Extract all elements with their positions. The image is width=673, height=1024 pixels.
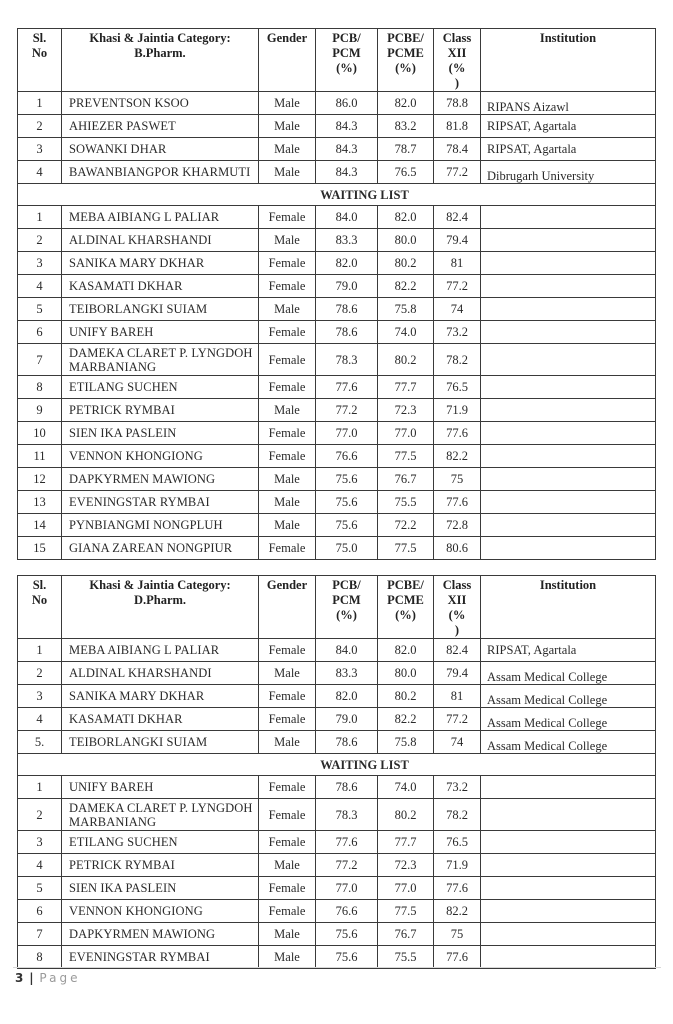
gender-cell: Female (259, 252, 316, 275)
institution-cell (481, 799, 656, 831)
pcb-score-cell: 75.6 (316, 491, 378, 514)
gender-cell: Male (259, 854, 316, 877)
candidate-name-cell: ALDINAL KHARSHANDI (62, 229, 259, 252)
pcbe-score-cell: 82.0 (378, 639, 434, 662)
dpharm-waiting-rows (18, 776, 656, 969)
gender-cell: Female (259, 275, 316, 298)
gender-cell: Female (259, 321, 316, 344)
pcb-score-cell: 75.0 (316, 537, 378, 560)
serial-number-cell: 6 (18, 321, 62, 344)
class-xii-score-cell: 77.2 (434, 161, 481, 184)
dpharm-table (17, 575, 656, 969)
pcbe-score-cell: 80.2 (378, 252, 434, 275)
institution-cell (481, 298, 656, 321)
gender-cell: Female (259, 877, 316, 900)
gender-cell: Female (259, 799, 316, 831)
pcb-score-cell: 78.3 (316, 344, 378, 376)
serial-number-cell: 2 (18, 662, 62, 685)
candidate-name-cell: VENNON KHONGIONG (62, 445, 259, 468)
serial-number-cell: 5 (18, 877, 62, 900)
pcb-score-cell: 78.6 (316, 321, 378, 344)
candidate-name-cell: DAMEKA CLARET P. LYNGDOH MARBANIANG (62, 344, 259, 376)
class-xii-score-cell: 78.8 (434, 92, 481, 115)
pcbe-score-cell: 77.5 (378, 537, 434, 560)
institution-cell (481, 275, 656, 298)
pcb-score-cell: 77.0 (316, 422, 378, 445)
pcb-score-cell: 77.0 (316, 877, 378, 900)
candidate-name-cell: PETRICK RYMBAI (62, 399, 259, 422)
candidate-name-cell: TEIBORLANGKI SUIAM (62, 298, 259, 321)
institution-cell: RIPSAT, Agartala (481, 639, 656, 662)
pcbe-score-cell: 77.5 (378, 900, 434, 923)
class-xii-score-cell: 78.2 (434, 799, 481, 831)
pcbe-score-cell: 82.0 (378, 206, 434, 229)
candidate-name-cell: EVENINGSTAR RYMBAI (62, 491, 259, 514)
selected-candidate-row (18, 639, 656, 662)
gender-cell: Male (259, 946, 316, 969)
pcbe-score-cell: 76.5 (378, 161, 434, 184)
pcb-score-cell: 83.3 (316, 662, 378, 685)
waiting-candidate-row (18, 468, 656, 491)
pcbe-score-cell: 82.2 (378, 708, 434, 731)
waiting-candidate-row (18, 776, 656, 799)
serial-number-cell: 5. (18, 731, 62, 754)
class-xii-score-cell: 77.2 (434, 275, 481, 298)
gender-cell: Female (259, 537, 316, 560)
pcbe-score-cell: 75.5 (378, 491, 434, 514)
candidate-name-cell: KASAMATI DKHAR (62, 708, 259, 731)
class-xii-score-cell: 82.4 (434, 206, 481, 229)
pcb-score-cell: 75.6 (316, 468, 378, 491)
selected-candidate-row (18, 708, 656, 731)
candidate-name-cell: DAPKYRMEN MAWIONG (62, 923, 259, 946)
waiting-list-row (18, 184, 656, 206)
institution-cell (481, 831, 656, 854)
serial-number-cell: 2 (18, 229, 62, 252)
serial-number-cell: 4 (18, 161, 62, 184)
waiting-candidate-row (18, 298, 656, 321)
pcbe-score-cell: 74.0 (378, 321, 434, 344)
class-xii-score-cell: 71.9 (434, 399, 481, 422)
col-header-category: Khasi & Jaintia Category: D.Pharm. (62, 576, 259, 639)
pcb-score-cell: 84.3 (316, 138, 378, 161)
pcb-score-cell: 75.6 (316, 514, 378, 537)
waiting-candidate-row (18, 537, 656, 560)
class-xii-score-cell: 78.2 (434, 344, 481, 376)
candidate-name-cell: PYNBIANGMI NONGPLUH (62, 514, 259, 537)
gender-cell: Male (259, 514, 316, 537)
waiting-candidate-row (18, 206, 656, 229)
pcbe-score-cell: 83.2 (378, 115, 434, 138)
waiting-list-row (18, 754, 656, 776)
institution-cell (481, 206, 656, 229)
pcbe-score-cell: 78.7 (378, 138, 434, 161)
candidate-name-cell: AHIEZER PASWET (62, 115, 259, 138)
candidate-name-cell: TEIBORLANGKI SUIAM (62, 731, 259, 754)
pcbe-score-cell: 80.2 (378, 799, 434, 831)
institution-cell: Assam Medical College (481, 708, 656, 731)
pcb-score-cell: 77.2 (316, 399, 378, 422)
class-xii-score-cell: 81.8 (434, 115, 481, 138)
pcbe-score-cell: 72.3 (378, 399, 434, 422)
class-xii-score-cell: 74 (434, 298, 481, 321)
gender-cell: Male (259, 731, 316, 754)
institution-cell: Assam Medical College (481, 731, 656, 754)
serial-number-cell: 10 (18, 422, 62, 445)
col-header-pcb: PCB/ PCM (%) (316, 29, 378, 92)
waiting-candidate-row (18, 399, 656, 422)
class-xii-score-cell: 72.8 (434, 514, 481, 537)
footer-divider (13, 967, 661, 968)
pcb-score-cell: 76.6 (316, 445, 378, 468)
pcb-score-cell: 84.3 (316, 161, 378, 184)
waiting-candidate-row (18, 376, 656, 399)
class-xii-score-cell: 75 (434, 923, 481, 946)
waiting-candidate-row (18, 344, 656, 376)
selected-candidate-row (18, 161, 656, 184)
serial-number-cell: 3 (18, 831, 62, 854)
waiting-candidate-row (18, 321, 656, 344)
pcb-score-cell: 83.3 (316, 229, 378, 252)
serial-number-cell: 1 (18, 206, 62, 229)
gender-cell: Male (259, 923, 316, 946)
page-label: Page (39, 971, 81, 985)
institution-cell (481, 537, 656, 560)
gender-cell: Male (259, 399, 316, 422)
col-header-category: Khasi & Jaintia Category: B.Pharm. (62, 29, 259, 92)
class-xii-score-cell: 75 (434, 468, 481, 491)
institution-cell: RIPSAT, Agartala (481, 115, 656, 138)
col-header-gender: Gender (259, 576, 316, 639)
col-header-xii: Class XII (% ) (434, 576, 481, 639)
col-header-institution: Institution (481, 576, 656, 639)
serial-number-cell: 12 (18, 468, 62, 491)
gender-cell: Female (259, 344, 316, 376)
serial-number-cell: 11 (18, 445, 62, 468)
table-header-row (18, 576, 656, 639)
institution-cell (481, 776, 656, 799)
selected-candidate-row (18, 115, 656, 138)
candidate-name-cell: GIANA ZAREAN NONGPIUR (62, 537, 259, 560)
pcb-score-cell: 84.0 (316, 206, 378, 229)
pcbe-score-cell: 74.0 (378, 776, 434, 799)
pcbe-score-cell: 75.8 (378, 298, 434, 321)
col-header-pcb: PCB/ PCM (%) (316, 576, 378, 639)
class-xii-score-cell: 79.4 (434, 662, 481, 685)
gender-cell: Male (259, 298, 316, 321)
col-header-pcbe: PCBE/ PCME (%) (378, 29, 434, 92)
col-header-institution: Institution (481, 29, 656, 92)
pcb-score-cell: 82.0 (316, 685, 378, 708)
class-xii-score-cell: 79.4 (434, 229, 481, 252)
selected-candidate-row (18, 662, 656, 685)
class-xii-score-cell: 77.6 (434, 422, 481, 445)
serial-number-cell: 1 (18, 776, 62, 799)
gender-cell: Female (259, 422, 316, 445)
serial-number-cell: 6 (18, 900, 62, 923)
gender-cell: Female (259, 376, 316, 399)
class-xii-score-cell: 77.6 (434, 946, 481, 969)
page-separator: | (29, 971, 34, 985)
gender-cell: Female (259, 639, 316, 662)
waiting-candidate-row (18, 275, 656, 298)
institution-cell (481, 252, 656, 275)
institution-cell (481, 468, 656, 491)
candidate-name-cell: PREVENTSON KSOO (62, 92, 259, 115)
institution-cell (481, 900, 656, 923)
candidate-name-cell: SIEN IKA PASLEIN (62, 422, 259, 445)
candidate-name-cell: MEBA AIBIANG L PALIAR (62, 639, 259, 662)
pcb-score-cell: 84.0 (316, 639, 378, 662)
gender-cell: Male (259, 662, 316, 685)
candidate-name-cell: ETILANG SUCHEN (62, 831, 259, 854)
serial-number-cell: 3 (18, 138, 62, 161)
pcbe-score-cell: 77.5 (378, 445, 434, 468)
serial-number-cell: 9 (18, 399, 62, 422)
gender-cell: Female (259, 900, 316, 923)
class-xii-score-cell: 77.6 (434, 877, 481, 900)
candidate-name-cell: PETRICK RYMBAI (62, 854, 259, 877)
pcbe-score-cell: 82.2 (378, 275, 434, 298)
col-header-xii: Class XII (% ) (434, 29, 481, 92)
institution-cell (481, 229, 656, 252)
pcbe-score-cell: 77.7 (378, 831, 434, 854)
waiting-candidate-row (18, 831, 656, 854)
institution-cell (481, 344, 656, 376)
serial-number-cell: 3 (18, 252, 62, 275)
class-xii-score-cell: 74 (434, 731, 481, 754)
gender-cell: Male (259, 138, 316, 161)
bpharm-table (17, 28, 656, 560)
pcb-score-cell: 77.6 (316, 831, 378, 854)
gender-cell: Male (259, 491, 316, 514)
institution-cell (481, 854, 656, 877)
waiting-list-label: WAITING LIST (18, 754, 656, 776)
waiting-candidate-row (18, 514, 656, 537)
bpharm-selected-rows (18, 92, 656, 184)
candidate-name-cell: ALDINAL KHARSHANDI (62, 662, 259, 685)
bpharm-waiting-rows (18, 206, 656, 560)
institution-cell (481, 491, 656, 514)
pcb-score-cell: 78.3 (316, 799, 378, 831)
waiting-candidate-row (18, 900, 656, 923)
serial-number-cell: 4 (18, 854, 62, 877)
institution-cell (481, 514, 656, 537)
institution-cell (481, 376, 656, 399)
waiting-candidate-row (18, 252, 656, 275)
serial-number-cell: 2 (18, 799, 62, 831)
pcbe-score-cell: 80.0 (378, 229, 434, 252)
gender-cell: Female (259, 776, 316, 799)
class-xii-score-cell: 71.9 (434, 854, 481, 877)
class-xii-score-cell: 73.2 (434, 776, 481, 799)
pcbe-score-cell: 75.5 (378, 946, 434, 969)
class-xii-score-cell: 80.6 (434, 537, 481, 560)
pcb-score-cell: 82.0 (316, 252, 378, 275)
gender-cell: Female (259, 708, 316, 731)
gender-cell: Female (259, 206, 316, 229)
waiting-candidate-row (18, 946, 656, 969)
pcbe-score-cell: 72.3 (378, 854, 434, 877)
candidate-name-cell: SIEN IKA PASLEIN (62, 877, 259, 900)
col-header-sl: Sl. No (18, 29, 62, 92)
pcb-score-cell: 75.6 (316, 946, 378, 969)
gender-cell: Male (259, 229, 316, 252)
class-xii-score-cell: 78.4 (434, 138, 481, 161)
serial-number-cell: 5 (18, 298, 62, 321)
class-xii-score-cell: 77.2 (434, 708, 481, 731)
class-xii-score-cell: 77.6 (434, 491, 481, 514)
serial-number-cell: 7 (18, 344, 62, 376)
serial-number-cell: 8 (18, 376, 62, 399)
institution-cell (481, 399, 656, 422)
candidate-name-cell: VENNON KHONGIONG (62, 900, 259, 923)
pcb-score-cell: 78.6 (316, 776, 378, 799)
waiting-candidate-row (18, 229, 656, 252)
pcbe-score-cell: 72.2 (378, 514, 434, 537)
dpharm-selected-rows (18, 639, 656, 754)
page-footer (15, 971, 80, 985)
gender-cell: Female (259, 445, 316, 468)
waiting-candidate-row (18, 854, 656, 877)
class-xii-score-cell: 76.5 (434, 376, 481, 399)
institution-cell (481, 422, 656, 445)
selected-candidate-row (18, 92, 656, 115)
candidate-name-cell: DAMEKA CLARET P. LYNGDOH MARBANIANG (62, 799, 259, 831)
waiting-candidate-row (18, 445, 656, 468)
serial-number-cell: 15 (18, 537, 62, 560)
pcb-score-cell: 76.6 (316, 900, 378, 923)
candidate-name-cell: UNIFY BAREH (62, 776, 259, 799)
pcbe-score-cell: 77.7 (378, 376, 434, 399)
serial-number-cell: 7 (18, 923, 62, 946)
institution-cell (481, 321, 656, 344)
institution-cell: Assam Medical College (481, 662, 656, 685)
pcbe-score-cell: 76.7 (378, 923, 434, 946)
selected-candidate-row (18, 731, 656, 754)
pcb-score-cell: 84.3 (316, 115, 378, 138)
gender-cell: Female (259, 685, 316, 708)
waiting-candidate-row (18, 491, 656, 514)
candidate-name-cell: DAPKYRMEN MAWIONG (62, 468, 259, 491)
serial-number-cell: 14 (18, 514, 62, 537)
pcbe-score-cell: 76.7 (378, 468, 434, 491)
institution-cell: Assam Medical College (481, 685, 656, 708)
institution-cell (481, 445, 656, 468)
col-header-gender: Gender (259, 29, 316, 92)
col-header-sl: Sl. No (18, 576, 62, 639)
institution-cell: RIPANS Aizawl (481, 92, 656, 115)
pcb-score-cell: 78.6 (316, 731, 378, 754)
class-xii-score-cell: 81 (434, 685, 481, 708)
pcb-score-cell: 77.6 (316, 376, 378, 399)
pcbe-score-cell: 82.0 (378, 92, 434, 115)
class-xii-score-cell: 73.2 (434, 321, 481, 344)
pcbe-score-cell: 80.0 (378, 662, 434, 685)
pcbe-score-cell: 80.2 (378, 685, 434, 708)
candidate-name-cell: KASAMATI DKHAR (62, 275, 259, 298)
waiting-candidate-row (18, 422, 656, 445)
pcb-score-cell: 78.6 (316, 298, 378, 321)
gender-cell: Female (259, 831, 316, 854)
serial-number-cell: 2 (18, 115, 62, 138)
waiting-candidate-row (18, 923, 656, 946)
candidate-name-cell: SANIKA MARY DKHAR (62, 252, 259, 275)
candidate-name-cell: ETILANG SUCHEN (62, 376, 259, 399)
candidate-name-cell: EVENINGSTAR RYMBAI (62, 946, 259, 969)
serial-number-cell: 1 (18, 92, 62, 115)
serial-number-cell: 3 (18, 685, 62, 708)
serial-number-cell: 4 (18, 708, 62, 731)
candidate-name-cell: SANIKA MARY DKHAR (62, 685, 259, 708)
gender-cell: Male (259, 92, 316, 115)
pcb-score-cell: 79.0 (316, 708, 378, 731)
pcbe-score-cell: 77.0 (378, 877, 434, 900)
pcb-score-cell: 86.0 (316, 92, 378, 115)
pcb-score-cell: 79.0 (316, 275, 378, 298)
waiting-candidate-row (18, 799, 656, 831)
institution-cell (481, 923, 656, 946)
class-xii-score-cell: 82.2 (434, 900, 481, 923)
pcb-score-cell: 77.2 (316, 854, 378, 877)
serial-number-cell: 13 (18, 491, 62, 514)
candidate-name-cell: BAWANBIANGPOR KHARMUTI (62, 161, 259, 184)
waiting-list-label: WAITING LIST (18, 184, 656, 206)
institution-cell (481, 946, 656, 969)
page-number: 3 (15, 971, 24, 985)
gender-cell: Male (259, 115, 316, 138)
pcbe-score-cell: 80.2 (378, 344, 434, 376)
table-header-row (18, 29, 656, 92)
pcbe-score-cell: 75.8 (378, 731, 434, 754)
selected-candidate-row (18, 685, 656, 708)
class-xii-score-cell: 82.4 (434, 639, 481, 662)
class-xii-score-cell: 76.5 (434, 831, 481, 854)
institution-cell: Dibrugarh University (481, 161, 656, 184)
institution-cell (481, 877, 656, 900)
serial-number-cell: 4 (18, 275, 62, 298)
gender-cell: Male (259, 161, 316, 184)
gender-cell: Male (259, 468, 316, 491)
pcb-score-cell: 75.6 (316, 923, 378, 946)
waiting-candidate-row (18, 877, 656, 900)
candidate-name-cell: UNIFY BAREH (62, 321, 259, 344)
candidate-name-cell: MEBA AIBIANG L PALIAR (62, 206, 259, 229)
serial-number-cell: 1 (18, 639, 62, 662)
institution-cell: RIPSAT, Agartala (481, 138, 656, 161)
pcbe-score-cell: 77.0 (378, 422, 434, 445)
serial-number-cell: 8 (18, 946, 62, 969)
class-xii-score-cell: 82.2 (434, 445, 481, 468)
candidate-name-cell: SOWANKI DHAR (62, 138, 259, 161)
col-header-pcbe: PCBE/ PCME (%) (378, 576, 434, 639)
class-xii-score-cell: 81 (434, 252, 481, 275)
selected-candidate-row (18, 138, 656, 161)
